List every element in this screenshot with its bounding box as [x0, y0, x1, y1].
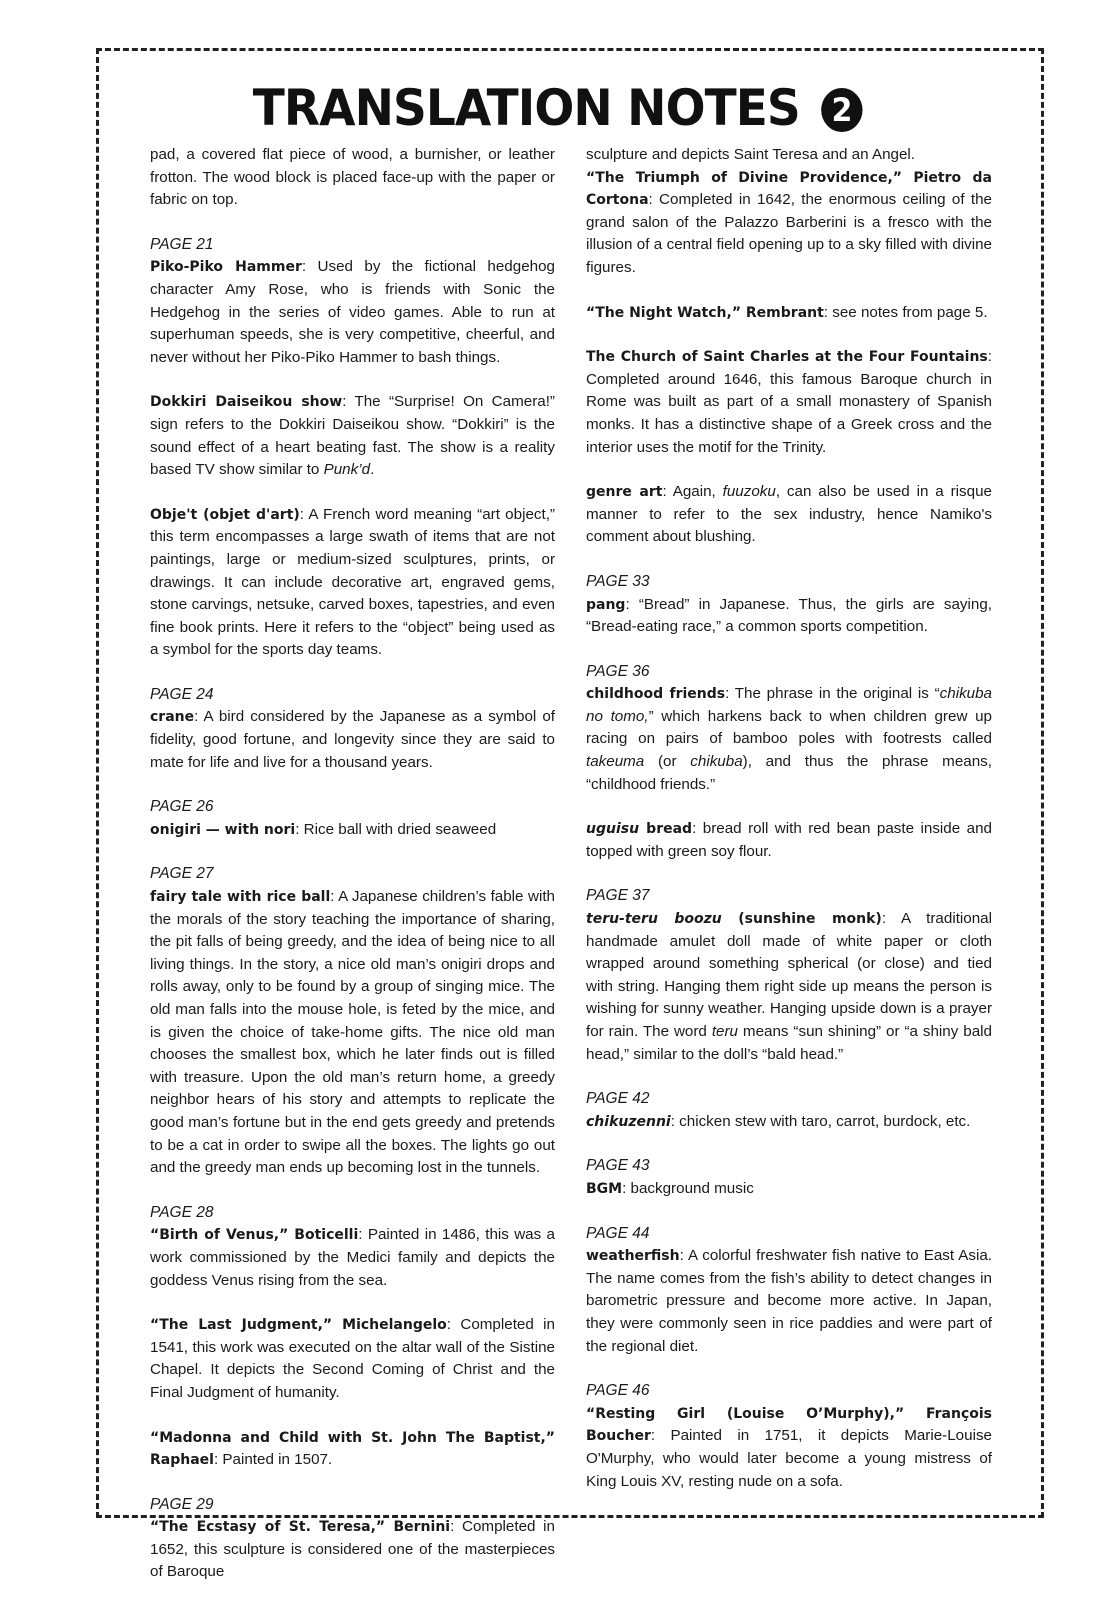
text-genre-a: : Again, [662, 483, 723, 501]
page-33-section [586, 571, 992, 594]
page-46-heading: PAGE 46 [586, 1382, 650, 1400]
page-title [33, 78, 1081, 138]
page-21-section [150, 234, 555, 257]
page-37-section [586, 885, 992, 908]
term-uguisu-rest: bread [639, 821, 693, 838]
text-child-c: (or [644, 753, 691, 771]
text-pang: : “Bread” in Japanese. Thus, the girls are saying, “Bread-eating race,” a common sports competition. [586, 595, 992, 636]
note-onigiri [150, 819, 555, 842]
text-genre-italic: fuuzoku [722, 483, 776, 501]
text-dokkiri-end: . [370, 461, 375, 479]
page-37-heading: PAGE 37 [586, 887, 650, 905]
text-piko: : Used by the fictional hedgehog character Amy Rose, who is friends with Sonic the Hedgehog in the series of video games. Able to run at superhuman speeds, she is very competitive, cheerful, and never without her Piko-Piko Hammer to bash things. [150, 258, 555, 366]
term-piko: Piko-Piko Hammer [150, 259, 302, 276]
note-resting-girl [586, 1403, 992, 1493]
note-fairy-tale [150, 886, 555, 1180]
text-teru-b: means “sun shining” or “a shiny bald head,” similar to the doll’s “bald head.” [586, 1023, 992, 1063]
note-venus [150, 1224, 555, 1292]
page-27-heading: PAGE 27 [150, 865, 214, 883]
left-column [150, 144, 555, 1606]
page-28-section [150, 1202, 555, 1225]
title-number-badge: 2 [821, 88, 862, 132]
text-teresa-continued: sculpture and depicts Saint Teresa and an Angel. [586, 146, 916, 163]
term-church: The Church of Saint Charles at the Four Fountains [586, 349, 988, 366]
text-dokkiri-italic: Punk’d [323, 461, 371, 479]
text-crane: : A bird considered by the Japanese as a symbol of fidelity, good fortune, and longevity since they are said to mate for life and live for a thousand years. [150, 708, 555, 771]
text-triumph: : Completed in 1642, the enormous ceiling of the grand salon of the Palazzo Barberini is a fresco with the illusion of a central field opening up to a sky filled with divine figures. [586, 191, 992, 276]
text-chikuzenni: : chicken stew with taro, carrot, burdock, etc. [670, 1112, 971, 1130]
right-column [586, 144, 992, 1515]
note-piko [150, 256, 555, 369]
text-onigiri: : Rice ball with dried seaweed [295, 820, 497, 838]
text-bgm: : background music [622, 1179, 754, 1197]
term-bgm: BGM [586, 1180, 623, 1197]
text-teru-italic: teru [711, 1023, 738, 1040]
text-dokkiri: : The “Surprise! On Camera!” sign refers to the Dokkiri Daiseikou show. “Dokkiri” is the sound effect of a heart beating fast. The show is a reality based TV show similar to [150, 393, 555, 479]
text-child-italic-b: takeuma [586, 753, 645, 771]
term-uguisu-italic: uguisu [586, 821, 640, 838]
term-triumph: “The Triumph of Divine Providence,” Pietro da Cortona [586, 169, 992, 209]
page-33-heading: PAGE 33 [586, 572, 650, 590]
note-intro [150, 144, 555, 212]
page-42-heading: PAGE 42 [586, 1090, 650, 1108]
page-43-heading: PAGE 43 [586, 1157, 650, 1175]
term-uguisu-bread [586, 821, 692, 837]
term-ecstasy: “The Ecstasy of St. Teresa,” Bernini [150, 1519, 451, 1536]
note-chikuzenni [586, 1111, 992, 1134]
page-44-section [586, 1223, 992, 1246]
text-objet: : A French word meaning “art object,” this term encompasses a large swath of items that are not paintings, large or medium-sized sculptures, prints, or drawings. It can include decorative art, engraved gems, stone carvings, netsuke, carved boxes, tapestries, and even fine book prints. Here it refers to the “object” being used as a symbol for the sports day teams. [150, 505, 555, 659]
note-teresa-continued [586, 144, 992, 167]
page-title-text: TRANSLATION NOTES [252, 79, 800, 137]
term-night-watch: “The Night Watch,” Rembrant [586, 304, 824, 321]
page-26-heading: PAGE 26 [150, 798, 214, 816]
term-teru-rest: (sunshine monk) [721, 911, 882, 928]
text-teru-a: : A traditional handmade amulet doll made of white paper or cloth wrapped around something spherical (or close) and tied with string. Hanging them right side up means the person is wishing for sunny weather. Hanging upside down is a prayer for rain. The word [586, 910, 993, 1040]
note-genre-art [586, 481, 992, 549]
note-church [586, 346, 992, 459]
page-28-heading: PAGE 28 [150, 1203, 214, 1221]
term-pang: pang [586, 596, 626, 613]
text-child-italic-c: chikuba [690, 753, 743, 771]
text-venus: : Painted in 1486, this was a work commissioned by the Medici family and depicts the goddess Venus rising from the sea. [150, 1226, 556, 1289]
note-madonna [150, 1427, 555, 1472]
text-child-italic-a: chikuba no tomo, [586, 685, 993, 725]
term-crane: crane [150, 709, 195, 726]
note-weatherfish [586, 1245, 992, 1358]
term-childhood-friends: childhood friends [586, 686, 726, 703]
page-21-heading: PAGE 21 [150, 235, 214, 253]
note-bgm [586, 1178, 992, 1201]
note-teru-teru [586, 908, 992, 1066]
term-fairy-tale: fairy tale with rice ball [150, 889, 331, 906]
term-dokkiri: Dokkiri Daiseikou show [150, 394, 343, 411]
page-36-heading: PAGE 36 [586, 662, 650, 680]
text-child-d: ), and thus the phrase means, “childhood friends.” [586, 753, 992, 793]
term-genre-art: genre art [586, 484, 663, 501]
term-chikuzenni [586, 1114, 671, 1130]
page-43-section [586, 1155, 992, 1178]
note-night-watch [586, 302, 992, 325]
text-resting-girl: : Painted in 1751, it depicts Marie-Louise O'Murphy, who would later become a young mistress of King Louis XV, resting nude on a sofa. [586, 1427, 992, 1490]
page-27-section [150, 863, 555, 886]
page-42-section [586, 1088, 992, 1111]
note-objet [150, 504, 555, 662]
text-night-watch: : see notes from page 5. [823, 303, 988, 321]
page-29-section [150, 1494, 555, 1517]
text-child-b: ” which harkens back to when children grew up racing on pairs of bamboo poles with footrests called [586, 707, 992, 748]
note-pang [586, 594, 992, 639]
text-ecstasy: : Completed in 1652, this sculpture is considered one of the masterpieces of Baroque [150, 1518, 555, 1581]
page-36-section [586, 661, 992, 684]
text-church: : Completed around 1646, this famous Baroque church in Rome was built as part of a small monastery of Spanish monks. It has a distinctive shape of a Greek cross and the interior uses the motif for the Trinity. [586, 348, 992, 456]
text-last-judgment: : Completed in 1541, this work was executed on the altar wall of the Sistine Chapel. It depicts the Second Coming of Christ and the Final Judgment of humanity. [150, 1316, 555, 1401]
intro-text: pad, a covered flat piece of wood, a burnisher, or leather frotton. The wood block is placed face-up with the paper or fabric on top. [150, 146, 555, 209]
page-44-heading: PAGE 44 [586, 1224, 650, 1242]
page-46-section [586, 1380, 992, 1403]
note-dokkiri [150, 391, 555, 481]
term-onigiri: onigiri — with nori [150, 821, 296, 838]
term-weatherfish: weatherfish [586, 1248, 680, 1265]
page-29-heading: PAGE 29 [150, 1495, 214, 1513]
note-uguisu-bread [586, 818, 992, 863]
text-genre-b: , can also be used in a risque manner to refer to the sex industry, hence Namiko's comment about blushing. [586, 483, 992, 546]
text-uguisu: : bread roll with red bean paste inside and topped with green soy flour. [586, 820, 993, 860]
term-madonna: “Madonna and Child with St. John The Baptist,” Raphael [150, 1429, 555, 1469]
page-26-section [150, 796, 555, 819]
term-last-judgment: “The Last Judgment,” Michelangelo [150, 1317, 447, 1334]
term-objet: Obje't (objet d'art) [150, 506, 300, 523]
note-last-judgment [150, 1314, 555, 1404]
term-teru-italic: teru-teru boozu [586, 911, 722, 928]
page-24-heading: PAGE 24 [150, 685, 214, 703]
text-fairy-tale: : A Japanese children’s fable with the morals of the story teaching the importance of sharing, the pit falls of being greedy, and the idea of being nice to all living things. In the story, a nice old man’s onigiri drops and rolls away, only to be found by a group of singing mice. The old man falls into the mouse hole, is feted by the mice, and is given the choice of take-home gifts. The nice old man chooses the smallest box, which he later finds out is filled with treasure. Upon the old man’s return home, a greedy neighbor hears of his story and attempts to replicate the good man’s fortune but in the end gets greedy and pretends to be a cat in order to swipe all the boxes. The lights go out and the greedy man ends up becoming lost in the tunnels. [150, 888, 555, 1177]
term-resting-girl: “Resting Girl (Louise O’Murphy),” François Boucher [586, 1405, 992, 1445]
text-madonna: : Painted in 1507. [213, 1451, 333, 1469]
term-chikuzenni-italic: chikuzenni [586, 1113, 671, 1130]
term-teru-teru [586, 911, 882, 927]
note-childhood-friends [586, 683, 992, 796]
page-24-section [150, 684, 555, 707]
term-venus: “Birth of Venus,” Boticelli [150, 1227, 359, 1244]
note-triumph [586, 167, 992, 280]
note-ecstasy [150, 1516, 555, 1584]
note-crane [150, 706, 555, 774]
text-weatherfish: : A colorful freshwater fish native to East Asia. The name comes from the fish’s ability to detect changes in barometric pressure and become more active. In Japan, they were commonly seen in rice paddies and were part of the regional diet. [586, 1247, 992, 1355]
text-child-a: : The phrase in the original is “ [725, 685, 940, 703]
